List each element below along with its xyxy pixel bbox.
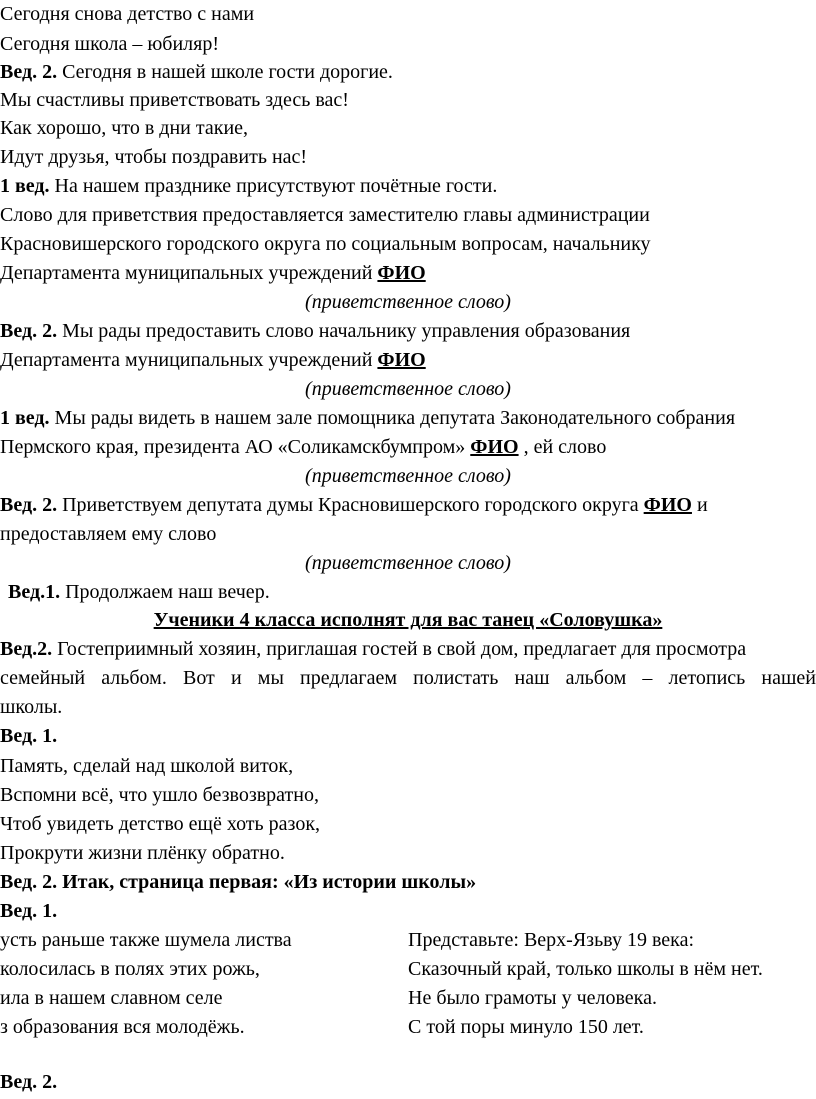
speaker-label: 1 вед. xyxy=(0,407,50,429)
line-text: , ей слово xyxy=(518,436,607,458)
fio-placeholder: ФИО xyxy=(643,494,692,516)
poem-left-line: усть раньше также шумела листва xyxy=(0,929,292,951)
line-1: Сегодня снова детство с нами xyxy=(0,3,255,25)
speaker-label: Вед. 2. xyxy=(0,1071,58,1093)
section-heading: Вед. 2. Итак, страница первая: «Из истории школы» xyxy=(0,871,477,893)
line-24: семейный альбом. Вот и мы предлагаем полистать наш альбом – летопись нашей xyxy=(0,667,816,689)
line-7 xyxy=(0,172,497,200)
line-21 xyxy=(8,578,270,606)
line-text: Пермского края, президента АО «Соликамскбумпром» xyxy=(0,436,471,458)
line-text: Продолжаем наш вечер. xyxy=(60,581,270,603)
poem-left-line: колосилась в полях этих рожь, xyxy=(0,958,260,980)
line-18 xyxy=(0,491,708,519)
speaker-label: Вед. 2. xyxy=(0,494,58,516)
line-text: Гостеприимный хозяин, приглашая гостей в свой дом, предлагает для просмотра xyxy=(52,638,747,660)
line-text: и xyxy=(691,494,708,516)
poem-line: Память, сделай над школой виток, xyxy=(0,755,294,777)
greeting-note: (приветственное слово) xyxy=(305,465,511,487)
line-13 xyxy=(0,346,426,374)
poem-right-line: Не было грамоты у человека. xyxy=(408,987,657,1009)
poem-right-line: Представьте: Верх-Язьву 19 века: xyxy=(408,929,694,951)
speaker-label: Вед. 2. xyxy=(0,320,58,342)
line-text: На нашем празднике присутствуют почётные гости. xyxy=(49,175,498,197)
line-16 xyxy=(0,433,606,461)
speaker-label: 1 вед. xyxy=(0,175,50,197)
line-15 xyxy=(0,404,735,432)
speaker-label: Вед. 1. xyxy=(0,900,58,922)
speaker-label: Вед. 2. xyxy=(0,61,58,83)
performance-announcement: Ученики 4 класса исполнят для вас танец «Соловушка» xyxy=(153,609,663,631)
fio-placeholder: ФИО xyxy=(377,349,426,371)
line-5: Как хорошо, что в дни такие, xyxy=(0,117,249,139)
poem-line: Прокрути жизни плёнку обратно. xyxy=(0,842,285,864)
line-23 xyxy=(0,635,746,663)
line-4: Мы счастливы приветствовать здесь вас! xyxy=(0,89,349,111)
line-text: Департамента муниципальных учреждений xyxy=(0,349,378,371)
line-text: Сегодня в нашей школе гости дорогие. xyxy=(57,61,393,83)
speaker-label: Вед.1. xyxy=(8,581,61,603)
poem-left-line: з образования вся молодёжь. xyxy=(0,1016,245,1038)
speaker-label: Вед.2. xyxy=(0,638,53,660)
poem-line: Чтоб увидеть детство ещё хоть разок, xyxy=(0,813,321,835)
greeting-note: (приветственное слово) xyxy=(305,552,511,574)
line-2: Сегодня школа – юбиляр! xyxy=(0,33,220,55)
line-8: Слово для приветствия предоставляется заместителю главы администрации xyxy=(0,204,650,226)
poem-left-line: ила в нашем славном селе xyxy=(0,987,223,1009)
speaker-label: Вед. 1. xyxy=(0,725,58,747)
poem-right-line: Сказочный край, только школы в нём нет. xyxy=(408,958,763,980)
line-text: Департамента муниципальных учреждений xyxy=(0,262,378,284)
greeting-note: (приветственное слово) xyxy=(305,378,511,400)
line-text: Мы рады видеть в нашем зале помощника депутата Законодательного собрания xyxy=(49,407,736,429)
line-text: Мы рады предоставить слово начальнику управления образования xyxy=(57,320,631,342)
greeting-note: (приветственное слово) xyxy=(305,291,511,313)
line-9: Красновишерского городского округа по социальным вопросам, начальнику xyxy=(0,233,651,255)
line-6: Идут друзья, чтобы поздравить нас! xyxy=(0,146,308,168)
fio-placeholder: ФИО xyxy=(377,262,426,284)
line-12 xyxy=(0,317,630,345)
poem-line: Вспомни всё, что ушло безвозвратно, xyxy=(0,784,319,806)
line-10 xyxy=(0,259,426,287)
fio-placeholder: ФИО xyxy=(470,436,519,458)
line-3 xyxy=(0,58,393,86)
line-text: Приветствуем депутата думы Красновишерского городского округа xyxy=(57,494,644,516)
line-25: школы. xyxy=(0,696,63,718)
line-19: предоставляем ему слово xyxy=(0,523,217,545)
poem-right-line: С той поры минуло 150 лет. xyxy=(408,1016,644,1038)
